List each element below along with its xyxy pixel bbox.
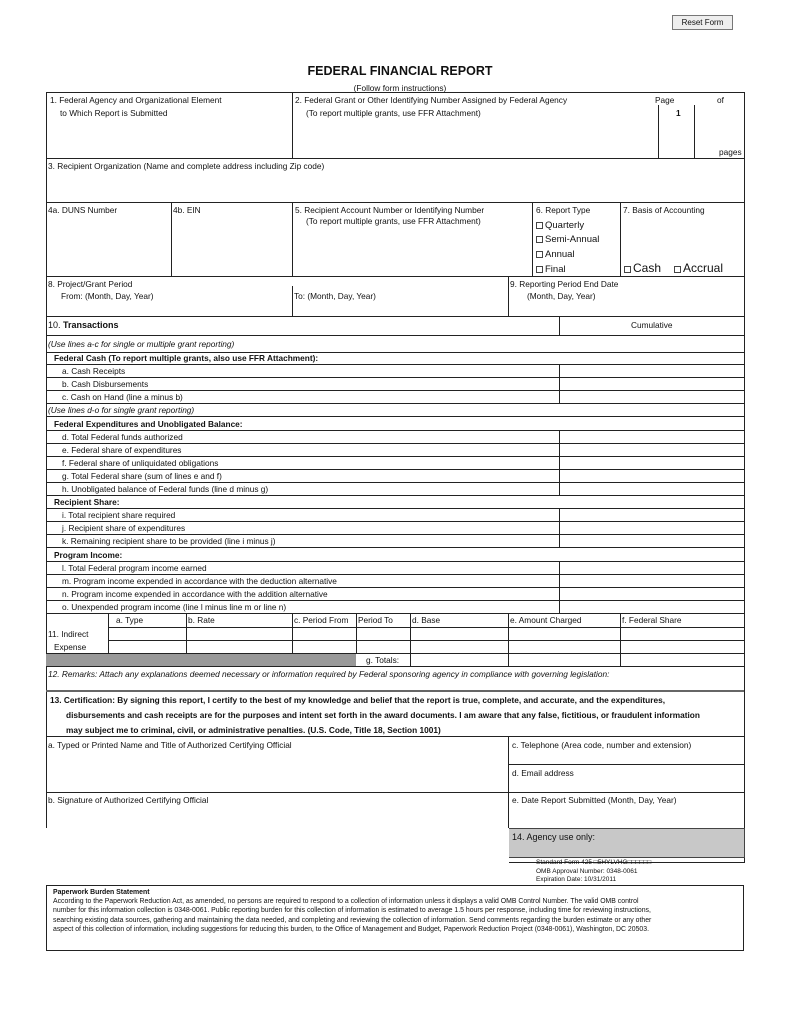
row-label: j. Recipient share of expenditures: [62, 523, 186, 534]
row-label: Federal Cash (To report multiple grants, also use FFR Attachment):: [54, 353, 319, 363]
table-row: [46, 378, 744, 391]
option-label: Quarterly: [545, 220, 585, 231]
table-row: [46, 404, 744, 417]
field-1-federal-agency[interactable]: [46, 92, 292, 158]
indirect-col-header: a. Type: [116, 615, 144, 625]
cumulative-cell[interactable]: [559, 470, 744, 482]
report-type-semi-annual[interactable]: [536, 234, 599, 245]
form-instructions-note: (Follow form instructions): [353, 83, 447, 93]
burden-line: According to the Paperwork Reduction Act, as amended, no persons are required to respond to a collection of information unless it displays a valid OMB Control Number. The valid OMB control: [53, 898, 639, 906]
option-label: Semi-Annual: [545, 234, 600, 245]
page-of-label: of: [717, 95, 724, 105]
field-14-agency-use: [508, 828, 745, 858]
field-2-label: 2. Federal Grant or Other Identifying Number Assigned by Federal Agency: [295, 95, 568, 105]
field-6-label: 6. Report Type: [536, 205, 591, 215]
row-label: l. Total Federal program income earned: [62, 562, 207, 573]
row-label: b. Cash Disbursements: [62, 379, 149, 390]
row-label: m. Program income expended in accordance with the deduction alternative: [62, 575, 337, 586]
row-label: f. Federal share of unliquidated obligations: [62, 457, 219, 468]
cumulative-cell[interactable]: [559, 378, 744, 390]
section-header-row: [46, 418, 744, 431]
field-3-recipient-organization[interactable]: [46, 158, 744, 202]
field-11-label: 11. Indirect: [48, 629, 89, 639]
cumulative-cell[interactable]: [559, 431, 744, 443]
cumulative-cell[interactable]: [559, 365, 744, 377]
table-row: [46, 601, 744, 614]
row-label: k. Remaining recipient share to be provided (line i minus j): [62, 536, 276, 547]
row-label: (Use lines d-o for single grant reporting): [48, 405, 195, 416]
form-footer-info: [536, 859, 651, 885]
cert-line-3: may subject me to criminal, civil, or administrative penalties. (U.S. Code, Title 18, Section 1001): [66, 725, 441, 735]
cumulative-header: Cumulative: [631, 320, 673, 330]
table-row: [46, 457, 744, 470]
row-label: a. Cash Receipts: [62, 366, 126, 377]
cumulative-cell[interactable]: [559, 601, 744, 613]
field-14-label: 14. Agency use only:: [512, 832, 596, 842]
totals-label: g. Totals:: [366, 655, 400, 665]
checkbox-icon: [624, 266, 631, 273]
field-3-label: 3. Recipient Organization (Name and complete address including Zip code): [48, 161, 325, 171]
cumulative-cell[interactable]: [559, 575, 744, 587]
row-label: h. Unobligated balance of Federal funds (line d minus g): [62, 484, 269, 494]
row-label: i. Total recipient share required: [62, 510, 176, 521]
row-label: o. Unexpended program income (line l minus line m or line n): [62, 601, 287, 612]
field-9-label-2[interactable]: (Month, Day, Year): [527, 291, 596, 301]
checkbox-icon: [536, 266, 543, 273]
indirect-expense-table: [46, 614, 744, 666]
row-label: c. Cash on Hand (line a minus b): [62, 392, 183, 403]
basis-accrual[interactable]: [674, 261, 723, 275]
field-2-grant-number[interactable]: [292, 92, 658, 158]
field-1-label-2: to Which Report is Submitted: [60, 108, 168, 118]
field-8-from[interactable]: From: (Month, Day, Year): [61, 291, 154, 301]
lines-a-c-note: (Use lines a-c for single or multiple grant reporting): [48, 339, 235, 349]
field-8-label: 8. Project/Grant Period: [48, 279, 133, 289]
table-row: [46, 431, 744, 444]
table-row: [46, 483, 744, 496]
table-row: [46, 522, 744, 535]
expiration-date: Expiration Date: 10/31/2011: [536, 876, 617, 883]
paperwork-burden-statement: [46, 885, 744, 951]
section-header-row: [46, 549, 744, 562]
reset-form-button[interactable]: Reset Form: [672, 15, 733, 30]
cumulative-cell[interactable]: [559, 483, 744, 495]
cumulative-cell[interactable]: [559, 444, 744, 456]
burden-line: number for this information collection is 0348-0061. Public reporting burden for this collection of information is estimated to average 1.5 hours per response, including time for reviewing instructions,: [53, 907, 651, 915]
row-label: Program Income:: [54, 549, 123, 560]
standard-form-number: Standard Form 425 □5HYLVHG□□□□□□: [536, 859, 652, 866]
row-label: Recipient Share:: [54, 497, 120, 508]
checkbox-icon: [536, 222, 543, 229]
field-e-date-submitted[interactable]: e. Date Report Submitted (Month, Day, Year): [512, 795, 677, 805]
cumulative-cell[interactable]: [559, 391, 744, 403]
checkbox-icon: [674, 266, 681, 273]
option-label: Final: [545, 264, 566, 275]
cumulative-cell[interactable]: [559, 522, 744, 534]
row-label: Federal Expenditures and Unobligated Balance:: [54, 418, 243, 429]
option-label: Annual: [545, 249, 575, 260]
report-type-quarterly[interactable]: [536, 220, 584, 231]
cumulative-cell[interactable]: [559, 535, 744, 547]
field-4a-label: 4a. DUNS Number: [48, 205, 118, 215]
table-row: [46, 365, 744, 378]
indirect-col-header: d. Base: [412, 615, 441, 625]
page-number[interactable]: 1: [676, 108, 681, 118]
report-type-final[interactable]: [536, 264, 566, 275]
table-row: [46, 562, 744, 575]
pages-label: pages: [719, 147, 742, 157]
checkbox-icon: [536, 251, 543, 258]
cumulative-cell[interactable]: [559, 588, 744, 600]
field-10-heading: 10. Transactions: [48, 320, 119, 330]
table-row: [46, 535, 744, 548]
report-type-annual[interactable]: [536, 249, 575, 260]
row-label: e. Federal share of expenditures: [62, 444, 182, 455]
table-row: [46, 470, 744, 483]
table-row: [46, 588, 744, 601]
page-title: FEDERAL FINANCIAL REPORT: [307, 64, 493, 78]
field-13-certification: [50, 693, 700, 738]
row-label: n. Program income expended in accordance with the addition alternative: [62, 588, 328, 599]
row-label: g. Total Federal share (sum of lines e and f): [62, 470, 222, 481]
field-12-remarks[interactable]: 12. Remarks: Attach any explanations deemed necessary or information required by Federal sponsoring agency in compliance with governing legislation:: [48, 669, 610, 679]
field-5-label-2: (To report multiple grants, use FFR Attachment): [306, 216, 481, 226]
basis-cash[interactable]: [624, 261, 661, 275]
section-header-row: [46, 496, 744, 509]
field-1-label: 1. Federal Agency and Organizational Element: [50, 95, 222, 105]
option-label: Accrual: [683, 261, 724, 275]
checkbox-icon: [536, 236, 543, 243]
cumulative-cell[interactable]: [559, 562, 744, 574]
totals-shaded-area: [46, 653, 356, 666]
field-11-label-2: Expense: [54, 642, 87, 652]
indirect-col-header: e. Amount Charged: [510, 615, 582, 625]
section-header-row: [46, 352, 744, 365]
cert-line-1: 13. Certification: By signing this report, I certify to the best of my knowledge and belief that the report is true, complete, and accurate, and the expenditures,: [50, 695, 666, 705]
field-a-name-title[interactable]: a. Typed or Printed Name and Title of Authorized Certifying Official: [48, 740, 292, 750]
indirect-col-header: b. Rate: [188, 615, 215, 625]
field-8-to[interactable]: To: (Month, Day, Year): [294, 291, 376, 301]
burden-line: searching existing data sources, gathering and maintaining the data needed, and completing and reviewing the collection of information. Send comments regarding the burden estimate or any other: [53, 916, 652, 924]
field-4b-label: 4b. EIN: [173, 205, 201, 215]
burden-title: Paperwork Burden Statement: [53, 889, 150, 896]
field-2-label-2: (To report multiple grants, use FFR Attachment): [306, 108, 481, 118]
option-label: Cash: [633, 261, 662, 275]
indirect-col-header: c. Period From: [294, 615, 349, 625]
field-c-telephone[interactable]: c. Telephone (Area code, number and extension): [512, 740, 692, 750]
cert-line-2: disbursements and cash receipts are for the purposes and intent set forth in the award documents. I am aware that any false, fictitious, or fraudulent information: [66, 710, 700, 720]
indirect-col-header: f. Federal Share: [622, 615, 682, 625]
burden-line: aspect of this collection of information, including suggestions for reducing this burden, to the Office of Management and Budget, Paperwork Reduction Project (0348-0061), Washington, DC 20503.: [53, 925, 650, 933]
page-label: Page: [655, 95, 675, 105]
field-9-label: 9. Reporting Period End Date: [510, 279, 619, 289]
field-7-label: 7. Basis of Accounting: [623, 205, 705, 215]
cumulative-cell[interactable]: [559, 509, 744, 521]
table-row: [46, 575, 744, 588]
transactions-label: Transactions: [63, 320, 119, 330]
table-row: [46, 509, 744, 522]
field-d-email[interactable]: d. Email address: [512, 768, 574, 778]
field-5-label: 5. Recipient Account Number or Identifying Number: [295, 205, 485, 215]
omb-approval-number: OMB Approval Number: 0348-0061: [536, 867, 638, 875]
field-b-signature[interactable]: b. Signature of Authorized Certifying Official: [48, 795, 209, 805]
cumulative-cell[interactable]: [559, 457, 744, 469]
table-row: [46, 391, 744, 404]
row-label: d. Total Federal funds authorized: [62, 431, 183, 442]
table-row: [46, 444, 744, 457]
indirect-col-header: Period To: [358, 615, 393, 625]
